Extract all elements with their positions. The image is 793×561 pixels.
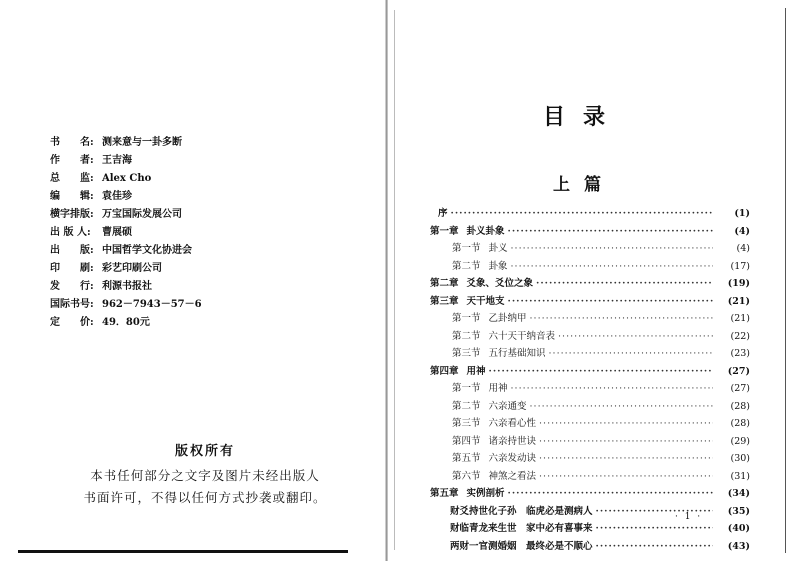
toc-page: (4) [734,225,750,237]
toc-title-text: 天干地支 [466,295,505,307]
colophon-value: 袁佳珍 [102,191,132,202]
colophon-value: 万宝国际发展公司 [102,209,182,220]
toc-entry-chapter [430,223,750,241]
colophon-row [50,278,202,296]
toc-entry-section [430,328,750,346]
toc-page: (29) [730,435,750,447]
toc-num: 第六节 [452,470,481,482]
colophon-row [50,206,202,224]
toc-leader [451,208,713,219]
toc-leader [530,401,713,412]
toc-num: 第一章 [430,225,459,237]
toc-num: 第五节 [452,453,481,464]
toc-title-text: 乙卦纳甲 [488,313,527,324]
colophon-value: 中国哲学文化协进会 [102,245,192,256]
toc-page: (21) [730,313,750,324]
toc-num: 第四节 [452,435,481,447]
colophon-row [50,152,202,170]
colophon-row [50,260,202,278]
toc-title-text: 财爻持世化子孙 临虎必是测病人 [450,505,593,517]
toc-title-text: 序 [438,208,448,219]
toc-title-text: 五行基础知识 [488,348,546,359]
toc-page: (21) [727,295,750,307]
colophon-row [50,296,202,314]
toc-page: (22) [730,330,750,342]
colophon-label: 书 名: [50,137,94,148]
toc-leader [530,313,713,324]
left-page [0,0,393,561]
toc-leader [596,523,713,534]
toc-title: 目录 [543,105,624,130]
toc-title-text: 六十天干纳音表 [488,330,556,342]
toc-page: (40) [727,523,750,534]
toc-leader [539,418,713,429]
toc-title-text: 财临青龙来生世 家中必有喜事来 [450,523,593,534]
colophon-value: 王吉海 [102,155,132,166]
toc-title-text: 爻象、爻位之象 [466,278,534,289]
colophon-row [50,170,202,188]
toc-entry-chapter [430,485,750,503]
toc-page: (27) [730,383,750,394]
colophon-label: 印 刷: [50,263,94,274]
toc-page: (30) [730,453,750,464]
toc-page: (19) [727,278,750,289]
toc-title-text: 实例剖析 [466,488,505,499]
toc-leader [508,226,713,237]
toc-leader [508,488,713,499]
toc-page: (35) [727,505,750,517]
toc-title-text: 两财一官测婚姻 最终必是不顺心 [450,540,593,552]
toc-title-text: 六亲看心性 [488,418,537,429]
toc-entry-section [430,258,750,276]
colophon-row [50,188,202,206]
toc-entry-section [430,415,750,433]
colophon-value: Alex Cho [102,173,152,184]
colophon-value: 49．80元 [102,317,150,328]
toc-leader [596,541,713,552]
toc-entry-chapter [430,205,750,223]
toc-num: 第五章 [430,488,459,499]
toc-num: 第二章 [430,278,459,289]
toc-title-text: 用神 [488,383,508,394]
toc-leader [558,331,713,342]
toc-num: 第一节 [452,383,481,394]
toc-leader [549,348,713,359]
toc-page: (27) [727,365,750,377]
toc-leader [511,261,713,272]
colophon-row [50,134,202,152]
colophon-label: 出 版: [50,245,94,256]
toc-leader [511,383,713,394]
toc-num: 第三章 [430,295,459,307]
toc-num: 第三节 [452,418,481,429]
colophon-row [50,242,202,260]
toc-entry-section [430,345,750,363]
copyright-line: 书面许可，不得以任何方式抄袭或翻印。 [83,490,327,505]
toc-leader [511,243,713,254]
toc-page: (28) [730,418,750,429]
toc-title-text: 卦义卦象 [466,225,505,237]
toc-entry-case [430,520,750,538]
page-number: · 1 · [675,512,703,522]
toc-leader [508,296,713,307]
part-title: 上篇 [553,175,615,195]
toc-leader [539,453,713,464]
colophon-label: 总 监: [50,173,94,184]
toc-num: 第二节 [452,330,481,342]
colophon-label: 定 价: [50,317,94,328]
right-page [393,0,793,561]
toc-entry-section [430,310,750,328]
colophon-value: 利源书报社 [102,281,152,292]
toc-title-text: 卦义 [488,243,508,254]
toc-entry-section [430,433,750,451]
toc-entry-section [430,468,750,486]
book-gutter [385,0,388,561]
toc-title-text: 诸亲持世诀 [488,435,537,447]
toc-num: 第一节 [452,313,481,324]
colophon-label: 发 行: [50,281,94,292]
colophon-value: 彩艺印刷公司 [102,263,162,274]
toc-title-text: 卦象 [488,260,508,272]
colophon-row [50,314,202,332]
toc-num: 第四章 [430,365,459,377]
toc-page: (1) [734,208,750,219]
toc-title-text: 神煞之看法 [488,470,537,482]
toc-num: 第二节 [452,400,481,412]
toc-entry-chapter [430,293,750,311]
toc-num: 第三节 [452,348,481,359]
toc-entry-section [430,398,750,416]
toc-entry-section [430,450,750,468]
toc-page: (23) [730,348,750,359]
toc-leader [536,278,713,289]
bottom-rule [18,550,348,553]
colophon-label: 国际书号: [50,299,94,310]
toc-leader [539,471,713,482]
copyright-notice [40,440,370,509]
colophon-row [50,224,202,242]
colophon-value: 962－7943－57－6 [102,299,202,310]
toc-page: (43) [727,540,750,552]
toc-page: (4) [736,243,750,254]
toc-entry-chapter [430,275,750,293]
colophon [50,134,202,332]
copyright-line: 本书任何部分之文字及图片未经出版人 [90,468,320,483]
toc-entry-section [430,380,750,398]
toc-leader [539,436,713,447]
table-of-contents [430,205,750,555]
toc-entry-case [430,538,750,556]
toc-title-text: 六亲通变 [488,400,527,412]
toc-page: (31) [730,470,750,482]
toc-num: 第一节 [452,243,481,254]
colophon-label: 横字排版: [50,209,94,220]
toc-entry-chapter [430,363,750,381]
toc-page: (34) [727,488,750,499]
toc-title-text: 六亲发动诀 [488,453,537,464]
toc-page: (17) [730,260,750,272]
colophon-label: 编 辑: [50,191,94,202]
colophon-value: 测来意与一卦多断 [102,137,182,148]
toc-page: (28) [730,400,750,412]
toc-leader [489,366,713,377]
toc-num: 第二节 [452,260,481,272]
toc-title-text: 用神 [466,365,486,377]
colophon-label: 作 者: [50,155,94,166]
colophon-label: 出 版 人: [50,227,91,238]
toc-entry-section [430,240,750,258]
colophon-value: 曹展硕 [102,227,132,238]
copyright-title: 版权所有 [174,444,235,459]
